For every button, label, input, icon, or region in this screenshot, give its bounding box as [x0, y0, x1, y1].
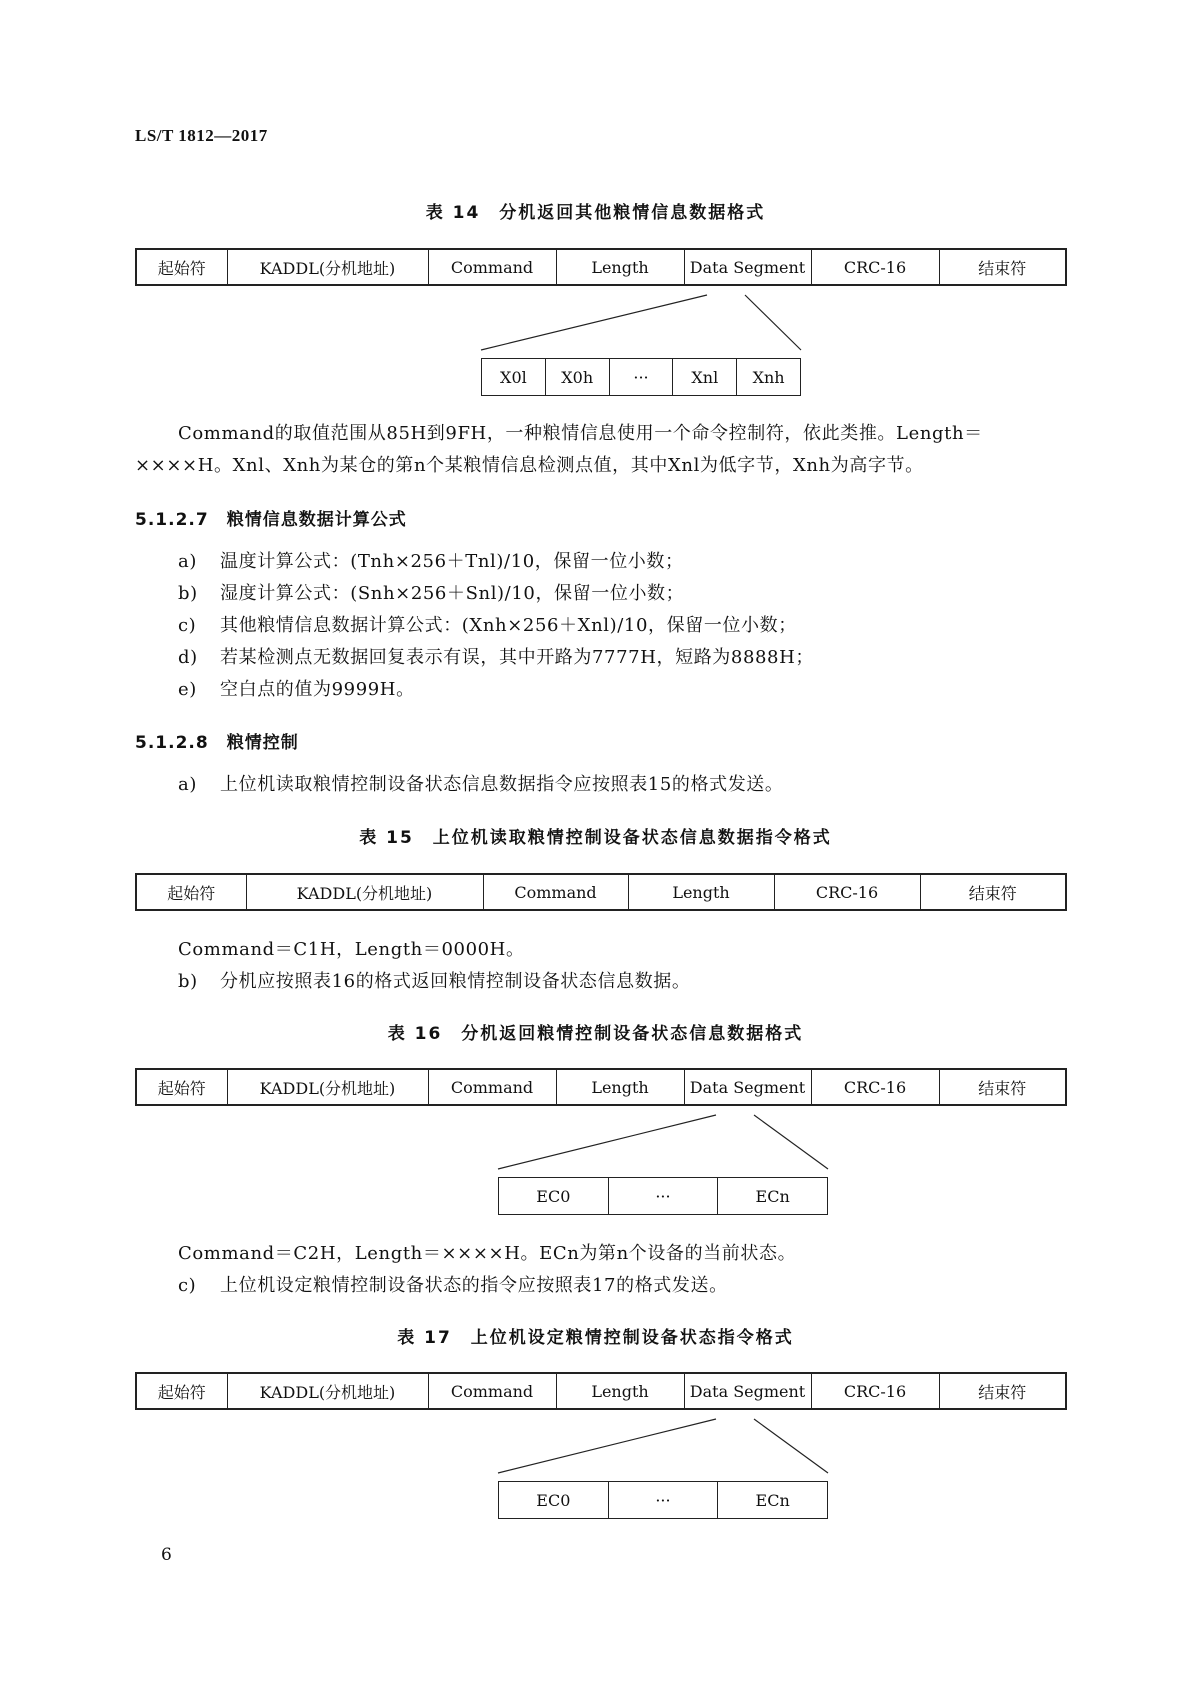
table-cell: CRC-16 [811, 1069, 939, 1105]
table-cell: ··· [609, 359, 673, 396]
table-cell: Data Segment [684, 1069, 811, 1105]
section-heading-5128: 5.1.2.8 粮情控制 [135, 733, 299, 753]
table-cell: KADDL(分机地址) [246, 874, 483, 910]
table-cell: Length [628, 874, 774, 910]
table-cell: CRC-16 [811, 249, 939, 285]
connector-line-left [481, 295, 707, 350]
table-cell: 起始符 [136, 249, 227, 285]
table-cell: EC0 [499, 1482, 609, 1519]
list-marker: a) [178, 551, 197, 572]
table-cell: CRC-16 [811, 1373, 939, 1409]
list-item: 分机应按照表16的格式返回粮情控制设备状态信息数据。 [220, 971, 691, 992]
table-cell: Data Segment [684, 249, 811, 285]
paragraph-line: Command＝C2H，Length＝××××H。ECn为第n个设备的当前状态。 [178, 1243, 797, 1264]
table-cell: 结束符 [920, 874, 1066, 910]
table-cell: ECn [718, 1178, 828, 1215]
table-cell: EC0 [499, 1178, 609, 1215]
standard-number: LS/T 1812—2017 [135, 126, 268, 145]
table-cell: Length [556, 1069, 684, 1105]
list-marker: c) [178, 615, 197, 636]
table-cell: Xnh [737, 359, 801, 396]
table-cell: KADDL(分机地址) [227, 1069, 428, 1105]
list-marker: b) [178, 583, 198, 604]
table-cell: CRC-16 [774, 874, 920, 910]
table-cell: KADDL(分机地址) [227, 249, 428, 285]
table-cell: ECn [718, 1482, 828, 1519]
list-marker: c) [178, 1275, 197, 1296]
list-item: 温度计算公式：(Tnh×256＋Tnl)/10，保留一位小数； [220, 551, 684, 572]
list-item: 其他粮情信息数据计算公式：(Xnh×256＋Xnl)/10，保留一位小数； [220, 615, 797, 636]
table-cell: 起始符 [136, 874, 246, 910]
page-number: 6 [161, 1545, 172, 1565]
table-cell: Command [428, 249, 556, 285]
connector-line-left [498, 1115, 716, 1169]
list-item: 上位机设定粮情控制设备状态的指令应按照表17的格式发送。 [220, 1275, 728, 1296]
table-cell: Command [483, 874, 628, 910]
table-cell: 起始符 [136, 1069, 227, 1105]
table-cell: 结束符 [939, 249, 1066, 285]
list-marker: a) [178, 774, 197, 795]
table-cell: KADDL(分机地址) [227, 1373, 428, 1409]
table-cell: 结束符 [939, 1069, 1066, 1105]
table-cell: Length [556, 1373, 684, 1409]
connector-line-right [745, 295, 801, 350]
table-cell: Command [428, 1069, 556, 1105]
paragraph-line: ××××H。Xnl、Xnh为某仓的第n个某粮情信息检测点值，其中Xnl为低字节，Xnh为高字节。 [135, 455, 924, 476]
table-cell: Command [428, 1373, 556, 1409]
table-15-caption: 表 15 上位机读取粮情控制设备状态信息数据指令格式 [359, 828, 832, 848]
table-14-caption: 表 14 分机返回其他粮情信息数据格式 [425, 203, 766, 223]
list-item: 上位机读取粮情控制设备状态信息数据指令应按照表15的格式发送。 [220, 774, 784, 795]
table-16-caption: 表 16 分机返回粮情控制设备状态信息数据格式 [387, 1024, 804, 1044]
connector-line-right [754, 1115, 828, 1169]
table-cell: Data Segment [684, 1373, 811, 1409]
connector-line-right [754, 1419, 828, 1473]
list-marker: d) [178, 647, 198, 668]
list-marker: b) [178, 971, 198, 992]
list-item: 若某检测点无数据回复表示有误，其中开路为7777H，短路为8888H； [220, 647, 815, 668]
table-cell: ··· [608, 1178, 718, 1215]
table-cell: X0l [482, 359, 546, 396]
paragraph-line: Command的取值范围从85H到9FH，一种粮情信息使用一个命令控制符，依此类推。Length＝ [178, 423, 983, 444]
table-cell: 起始符 [136, 1373, 227, 1409]
table-17-caption: 表 17 上位机设定粮情控制设备状态指令格式 [397, 1328, 794, 1348]
paragraph-line: Command＝C1H，Length＝0000H。 [178, 939, 525, 960]
list-item: 湿度计算公式：(Snh×256＋Snl)/10，保留一位小数； [220, 583, 685, 604]
table-cell: ··· [608, 1482, 718, 1519]
table-cell: 结束符 [939, 1373, 1066, 1409]
list-item: 空白点的值为9999H。 [220, 679, 415, 700]
section-heading-5127: 5.1.2.7 粮情信息数据计算公式 [135, 510, 407, 530]
table-cell: Length [556, 249, 684, 285]
connector-line-left [498, 1419, 716, 1473]
table-cell: Xnl [673, 359, 737, 396]
table-cell: X0h [545, 359, 609, 396]
list-marker: e) [178, 679, 197, 700]
